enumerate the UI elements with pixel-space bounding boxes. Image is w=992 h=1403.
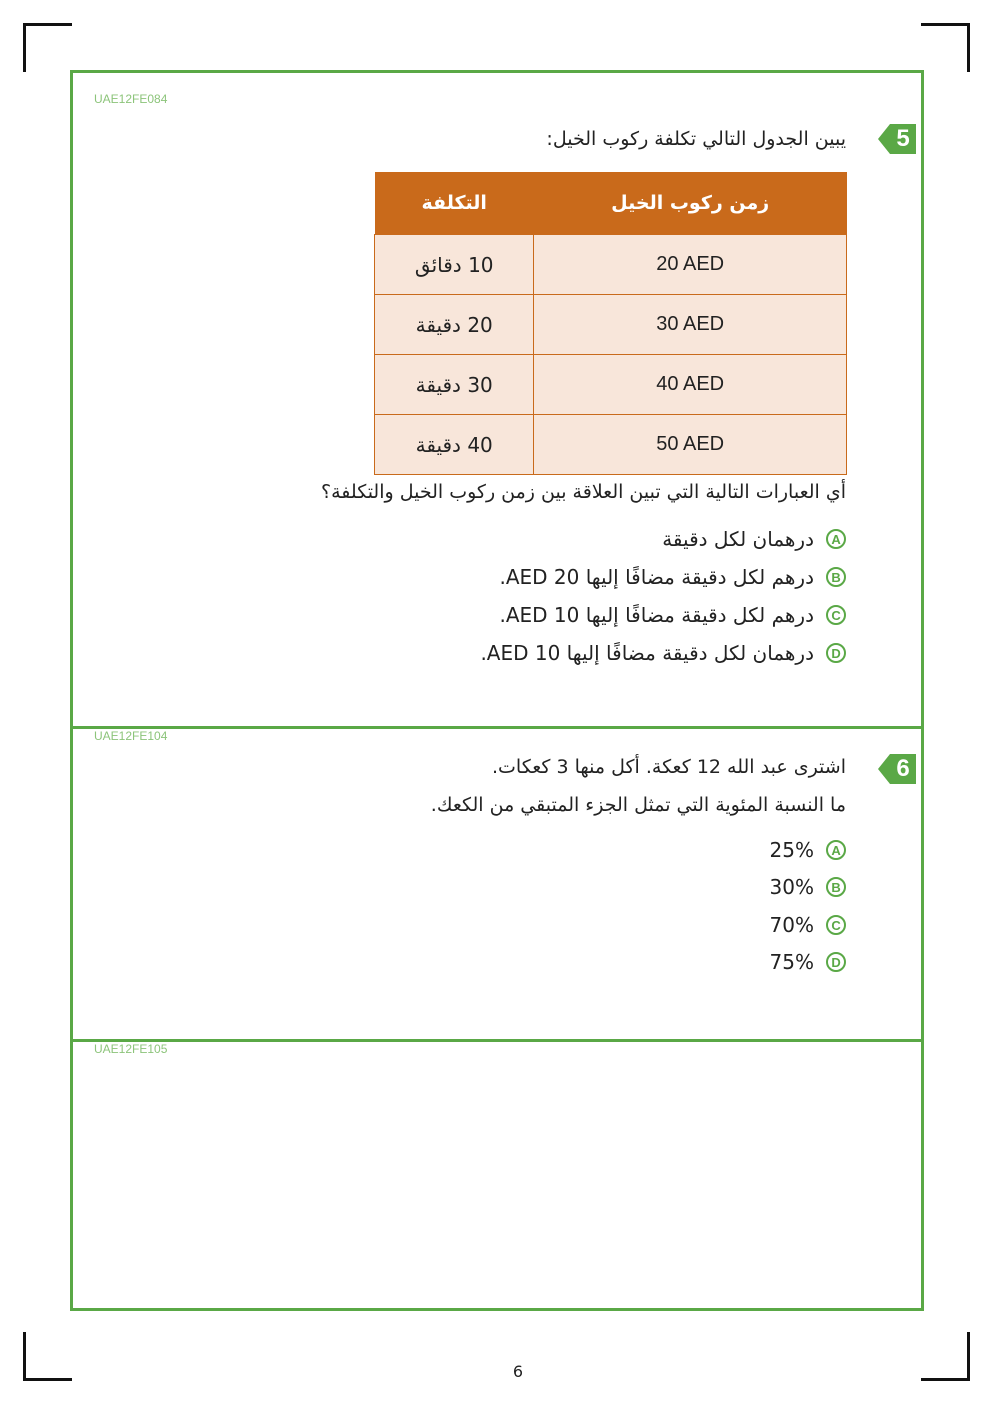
divider — [70, 1039, 921, 1042]
question-intro: اشترى عبد الله 12 كعكة. أكل منها 3 كعكات. — [491, 756, 846, 778]
table-row: 40 AED 30 دقيقة — [375, 355, 847, 415]
crop-mark — [23, 23, 72, 72]
question-prompt: أي العبارات التالية التي تبين العلاقة بين زمن ركوب الخيل والتكلفة؟ — [321, 481, 846, 503]
option-c[interactable]: C 70% — [770, 913, 846, 937]
question-prompt: ما النسبة المئوية التي تمثل الجزء المتبقي من الكعك. — [430, 794, 846, 816]
option-a[interactable]: A درهمان لكل دقيقة — [662, 527, 846, 551]
page-number: 6 — [512, 1362, 524, 1381]
crop-mark — [921, 23, 970, 72]
question-intro: يبين الجدول التالي تكلفة ركوب الخيل: — [546, 128, 846, 150]
table-header: التكلفة — [375, 172, 534, 235]
option-d[interactable]: D 75% — [770, 950, 846, 974]
question-number-badge: 6 — [878, 754, 918, 784]
table-row: 50 AED 40 دقيقة — [375, 415, 847, 475]
option-c[interactable]: C درهم لكل دقيقة مضافًا إليها 10 AED. — [499, 603, 846, 627]
table-row: 30 AED 20 دقيقة — [375, 295, 847, 355]
question-code: UAE12FE105 — [94, 1042, 168, 1056]
option-a[interactable]: A 25% — [770, 838, 846, 862]
question-code: UAE12FE104 — [94, 729, 168, 743]
question-code: UAE12FE084 — [94, 92, 168, 106]
option-b[interactable]: B 30% — [770, 875, 846, 899]
table-header: زمن ركوب الخيل — [534, 172, 847, 235]
option-d[interactable]: D درهمان لكل دقيقة مضافًا إليها 10 AED. — [480, 641, 846, 665]
question-number-badge: 5 — [878, 124, 918, 154]
cost-table — [374, 172, 847, 475]
table-row: 20 AED 10 دقائق — [375, 235, 847, 295]
option-b[interactable]: B درهم لكل دقيقة مضافًا إليها 20 AED. — [499, 565, 846, 589]
divider — [70, 726, 921, 729]
